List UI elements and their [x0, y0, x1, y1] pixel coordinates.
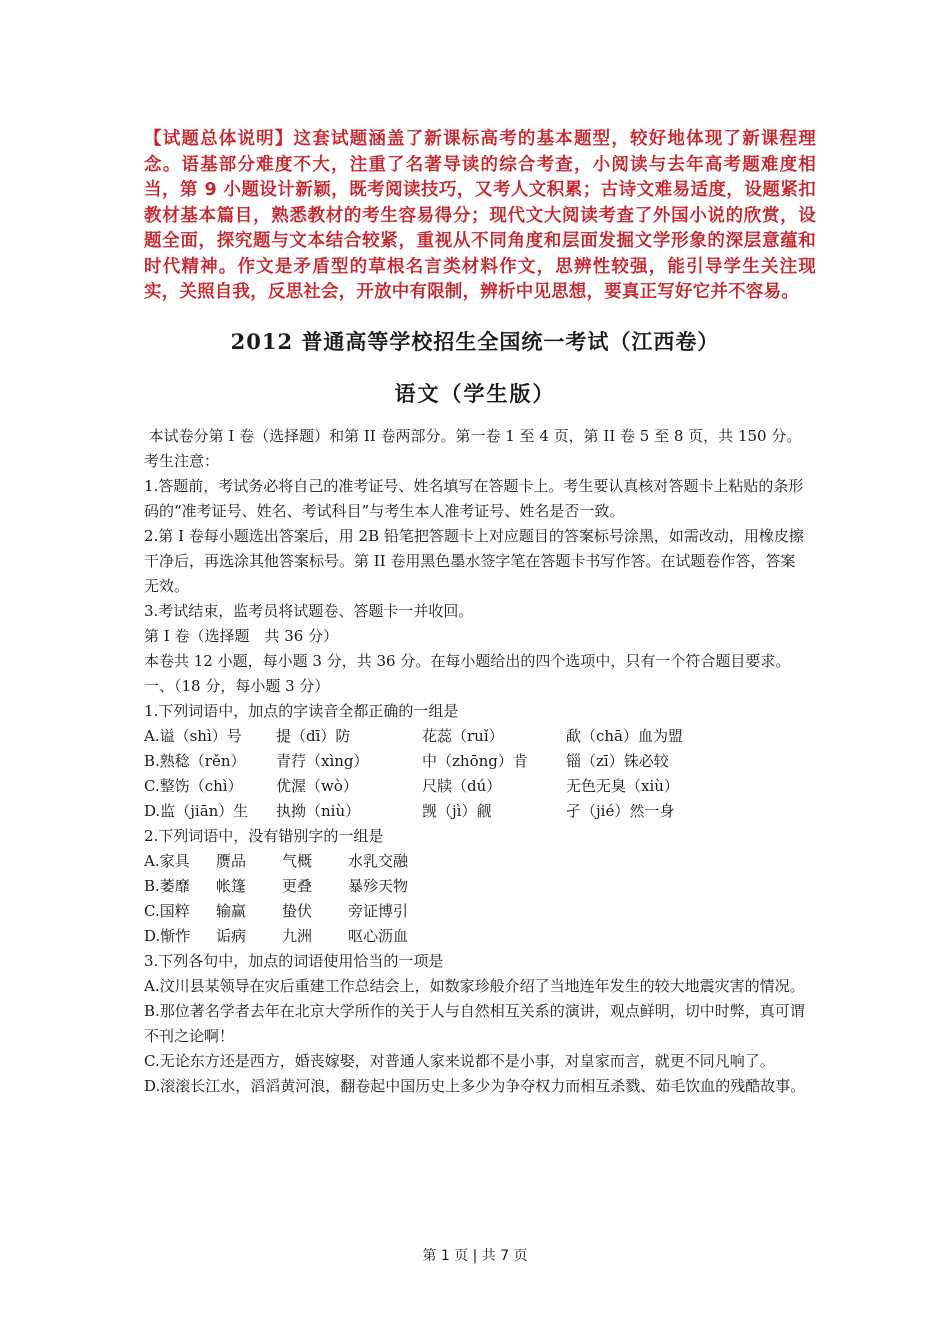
section1-heading: 一、（18 分，每小题 3 分） — [144, 677, 330, 695]
document-body — [144, 424, 806, 1099]
option-cell: 花蕊（ruǐ） — [422, 727, 504, 745]
question-1-option-c — [144, 774, 806, 799]
question-3-option-b: B.那位著名学者去年在北京大学所作的关于人与自然相互关系的演讲，观点鲜明，切中时弊，真可谓不刊之论啊！ — [144, 1002, 805, 1045]
question-3-option-c: C.无论东方还是西方，婚丧嫁娶，对普通人家来说都不是小事，对皇家而言，就更不同凡响了。 — [144, 1052, 775, 1070]
option-cell: 水乳交融 — [348, 852, 409, 870]
option-cell: 帐篷 — [216, 877, 247, 895]
option-cell: 更叠 — [282, 877, 313, 895]
option-cell: 输赢 — [216, 902, 247, 920]
question-3-option-a: A.汶川县某领导在灾后重建工作总结会上，如数家珍般介绍了当地连年发生的较大地震灾害的情况。 — [144, 977, 805, 995]
question-1-option-a — [144, 724, 806, 749]
question-3-stem: 3.下列各句中，加点的词语使用恰当的一项是 — [144, 952, 444, 970]
exam-title: 2012 普通高等学校招生全国统一考试（江西卷） — [230, 329, 720, 354]
option-cell: C.国粹 — [144, 902, 190, 920]
option-cell: A.家具 — [144, 852, 190, 870]
option-cell: 暴殄天物 — [348, 877, 409, 895]
option-cell: 锱（zī）铢必较 — [566, 752, 669, 770]
exam-overview-note: 【试题总体说明】这套试题涵盖了新课标高考的基本题型，较好地体现了新课程理念。语基部分难度不大，注重了名著导读的综合考查，小阅读与去年高考题难度相当，第 9 小题设计新颖，既考阅读技巧，又考人文积累；古诗文难易适度，设题紧扣教材基本篇目，熟悉教材的考生容易得分；现代文大阅读考查了外国小说的欣赏，设题全面，探究题与文本结合较紧，重视从不同角度和层面发掘文学形象的深层意蕴和时代精神。作文是矛盾型的草根名言类材料作文，思辨性较强，能引导学生关注现实，关照自我，反思社会，开放中有限制，辨析中见思想，要真正写好它并不容易。 — [144, 129, 816, 302]
question-2-option-c — [144, 899, 806, 924]
part1-heading: 第 I 卷（选择题 共 36 分） — [144, 627, 339, 645]
question-1-option-b — [144, 749, 806, 774]
option-cell: 优渥（wò） — [276, 777, 358, 795]
option-cell: 诟病 — [216, 927, 247, 945]
option-cell: C.整饬（chì） — [144, 777, 243, 795]
question-1-stem: 1.下列词语中，加点的字读音全都正确的一组是 — [144, 702, 459, 720]
notice-item-1: 1.答题前，考试务必将自己的准考证号、姓名填写在答题卡上。考生要认真核对答题卡上粘贴的条形码的“准考证号、姓名、考试科目”与考生本人准考证号、姓名是否一致。 — [144, 477, 804, 520]
question-2-option-b — [144, 874, 806, 899]
question-1-option-d — [144, 799, 806, 824]
option-cell: 执拗（niù） — [276, 802, 361, 820]
notice-heading: 考生注意： — [144, 452, 220, 470]
question-2-stem: 2.下列词语中，没有错别字的一组是 — [144, 827, 384, 845]
option-cell: 青荇（xìng） — [276, 752, 369, 770]
part1-description: 本卷共 12 小题，每小题 3 分，共 36 分。在每小题给出的四个选项中，只有一个符合题目要求。 — [144, 652, 791, 670]
option-cell: 提（dī）防 — [276, 727, 351, 745]
option-cell: B.熟稔（rěn） — [144, 752, 246, 770]
option-cell: D.惭怍 — [144, 927, 191, 945]
notice-item-2: 2.第 I 卷每小题选出答案后，用 2B 铅笔把答题卡上对应题目的答案标号涂黑，如需改动，用橡皮擦干净后，再选涂其他答案标号。第 II 卷用黑色墨水签字笔在答题卡书写作答。在试题卷作答，答案无效。 — [144, 527, 804, 595]
option-cell: B.萎靡 — [144, 877, 190, 895]
option-cell: 气概 — [282, 852, 313, 870]
option-cell: 旁证博引 — [348, 902, 409, 920]
option-cell: 中（zhōng）肯 — [422, 752, 528, 770]
exam-subtitle: 语文（学生版） — [394, 381, 556, 406]
option-cell: 呕心沥血 — [348, 927, 409, 945]
question-3-option-d: D.滚滚长江水，滔滔黄河浪，翻卷起中国历史上多少为争夺权力而相互杀戮、茹毛饮血的残酷故事。 — [144, 1077, 806, 1095]
notice-item-3: 3.考试结束，监考员将试题卷、答题卡一并收回。 — [144, 602, 474, 620]
option-cell: A.谥（shì）号 — [144, 727, 242, 745]
page-footer: 第 1 页 | 共 7 页 — [422, 1248, 528, 1264]
option-cell: 赝品 — [216, 852, 247, 870]
question-2-option-a — [144, 849, 806, 874]
option-cell: 歃（chā）血为盟 — [566, 727, 684, 745]
option-cell: 觊（jì）觎 — [422, 802, 492, 820]
option-cell: 蛰伏 — [282, 902, 313, 920]
option-cell: 无色无臭（xiù） — [566, 777, 679, 795]
question-2-option-d — [144, 924, 806, 949]
option-cell: 尺牍（dú） — [422, 777, 502, 795]
exam-structure-note: 本试卷分第 I 卷（选择题）和第 II 卷两部分。第一卷 1 至 4 页，第 II 卷 5 至 8 页，共 150 分。 — [148, 427, 802, 445]
option-cell: 孑（jié）然一身 — [566, 802, 675, 820]
option-cell: 九洲 — [282, 927, 313, 945]
option-cell: D.监（jiān）生 — [144, 802, 249, 820]
